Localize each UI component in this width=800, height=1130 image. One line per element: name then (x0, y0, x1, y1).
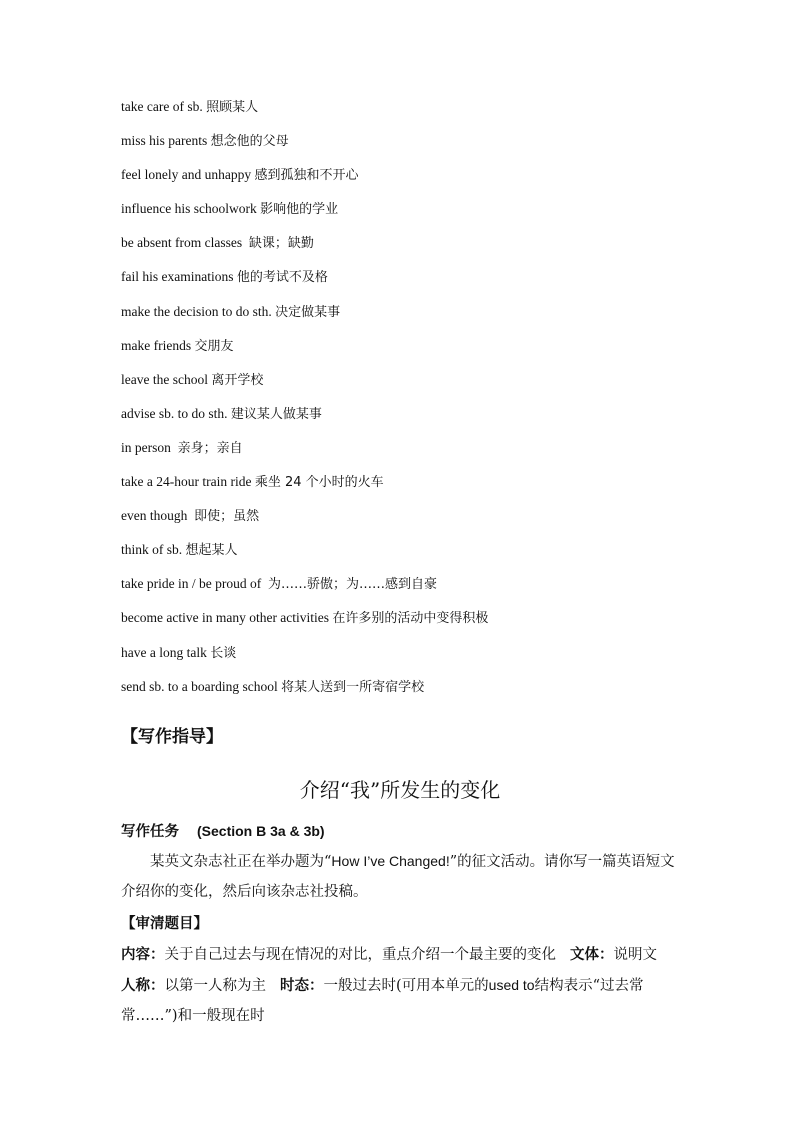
phrase-zh: 影响他的学业 (260, 202, 339, 218)
phrase-item (121, 676, 741, 710)
phrase-item (121, 232, 741, 266)
task-text-1: 某英文杂志社正在举办题为“ (150, 854, 332, 870)
phrase-item (121, 539, 741, 573)
phrase-item (121, 471, 741, 505)
tense-en: used to (488, 977, 535, 993)
phrase-zh: 交朋友 (194, 338, 234, 354)
phrase-item (121, 573, 741, 607)
phrase-zh: 想念他的父母 (210, 134, 289, 150)
phrase-en: in person (121, 439, 171, 455)
phrase-item (121, 403, 741, 437)
person-text: 以第一人称为主 (164, 978, 266, 994)
phrase-zh: 在许多别的活动中变得积极 (332, 611, 489, 627)
task-quote: How I’ve Changed! (331, 853, 450, 869)
phrase-zh: 即使；虽然 (194, 509, 260, 525)
phrase-zh: 照顾某人 (206, 100, 259, 115)
content-text: 关于自己过去与现在情况的对比，重点介绍一个最主要的变化 (164, 947, 556, 963)
phrase-zh: 决定做某事 (275, 304, 341, 320)
phrase-en: be absent from classes (121, 235, 243, 251)
phrase-item (121, 607, 741, 641)
task-label: 写作任务 (121, 824, 179, 840)
phrase-item (121, 164, 741, 198)
phrase-item (121, 335, 741, 369)
phrase-item (121, 642, 741, 676)
genre-text: 说明文 (613, 947, 657, 963)
phrase-item (121, 130, 741, 164)
phrase-item (121, 369, 741, 403)
phrase-en: make the decision to do sth. (121, 303, 272, 319)
phrase-zh: 乘坐 24 个小时的火车 (254, 475, 384, 491)
phrase-item (121, 301, 741, 335)
task-reference: (Section B 3a & 3b) (197, 823, 325, 839)
phrase-en: take care of sb. (121, 99, 203, 114)
phrase-zh: 缺课；缺勤 (248, 236, 314, 252)
review-heading: 【审清题目】 (121, 916, 208, 932)
phrase-item (121, 96, 741, 130)
phrase-zh: 为……骄傲；为……感到自豪 (267, 577, 437, 593)
tense-text-1: 一般过去时(可用本单元的 (323, 978, 489, 994)
phrase-item (121, 198, 741, 232)
phrase-item (121, 266, 741, 300)
tense-text-2: 结构表示“过去常常……”)和一般现在时 (121, 978, 644, 1024)
phrase-zh: 感到孤独和不开心 (254, 168, 359, 184)
phrase-en: become active in many other activities (121, 610, 330, 626)
phrase-zh: 亲身；亲自 (177, 440, 243, 456)
phrase-zh: 想起某人 (185, 543, 238, 559)
phrase-en: take a 24-hour train ride (121, 474, 252, 490)
phrase-zh: 他的考试不及格 (236, 270, 328, 286)
phrase-en: advise sb. to do sth. (121, 405, 228, 421)
task-text-2: ”的征文活动。请你写一篇英语短文介绍你的变化，然后向该杂志社投稿。 (121, 854, 675, 900)
genre-label: 文体： (570, 947, 614, 963)
phrase-en: feel lonely and unhappy (121, 167, 252, 183)
phrase-zh: 将某人送到一所寄宿学校 (281, 679, 425, 695)
task-heading (121, 820, 325, 841)
phrase-en: make friends (121, 337, 192, 353)
phrase-en: take pride in / be proud of (121, 576, 262, 592)
phrase-en: have a long talk (121, 644, 207, 660)
phrase-en: leave the school (121, 371, 208, 387)
phrase-zh: 建议某人做某事 (230, 406, 322, 422)
content-label: 内容： (121, 947, 165, 963)
phrase-zh: 长谈 (210, 645, 237, 661)
person-label: 人称： (121, 978, 165, 994)
phrase-en: fail his examinations (121, 269, 234, 285)
page-title: 介绍“我”所发生的变化 (299, 778, 501, 802)
phrase-en: miss his parents (121, 133, 208, 149)
phrase-en: send sb. to a boarding school (121, 678, 278, 694)
phrase-item (121, 505, 741, 539)
task-paragraph (121, 846, 681, 907)
review-paragraph (121, 940, 681, 1031)
phrase-en: influence his schoolwork (121, 201, 257, 217)
phrase-zh: 离开学校 (211, 372, 264, 388)
phrase-en: even though (121, 508, 188, 524)
phrase-item (121, 437, 741, 471)
phrase-en: think of sb. (121, 542, 183, 558)
phrase-list (121, 96, 741, 710)
section-heading: 【写作指导】 (121, 727, 223, 747)
tense-label: 时态： (280, 978, 324, 994)
